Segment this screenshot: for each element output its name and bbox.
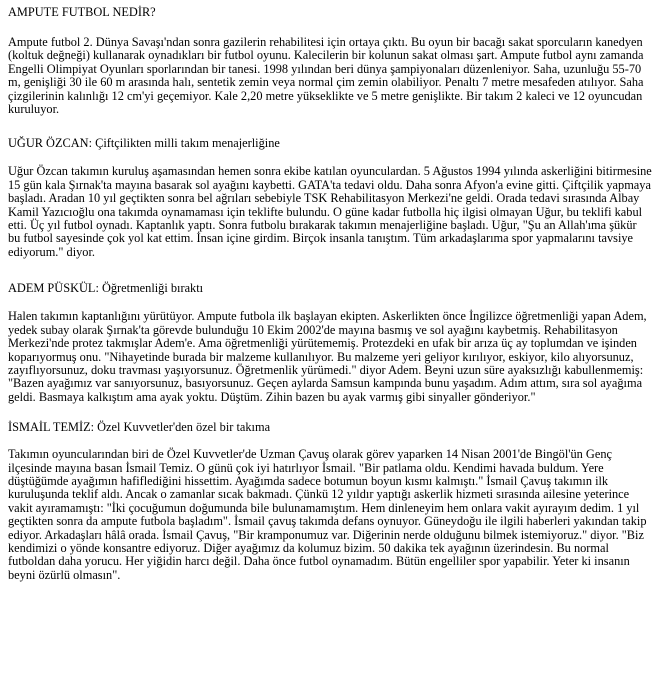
article xyxy=(8,5,652,582)
section-heading-ugur-ozcan: UĞUR ÖZCAN: Çiftçilikten milli takım menajerliğine xyxy=(8,136,280,151)
section-heading-ampute-futbol: AMPUTE FUTBOL NEDİR? xyxy=(8,5,156,19)
section-heading-ismail-temiz: İSMAİL TEMİZ: Özel Kuvvetler'den özel bir takıma xyxy=(8,420,271,435)
section-heading-adem-puskul: ADEM PÜSKÜL: Öğretmenliği bıraktı xyxy=(8,281,204,296)
section-body-ugur-ozcan: Uğur Özcan takımın kuruluş aşamasından hemen sonra ekibe katılan oyunculardan. 5 Ağustos 1994 yılında askerliğini bitirmesine 15 gün kala Şırnak'ta mayına basarak sol ayağını kaybetti. GATA'ta tedavi oldu. Daha sonra Afyon'a evine gitti. Çiftçilik yapmaya başladı. Aradan 10 yıl geçtikten sonra bel ağrıları sebebiyle TSK Rehabilitasyon Merkezi'ne geldi. Orada tedavi sırasında Albay Kamil Yazıcıoğlu ona takımda oynamaması için teklifte bulundu. O güne kadar futbolla hiç ilgisi olmayan Uğur, bu teklifi kabul etti. Üç yıl futbol oynadı. Kaptanlık yaptı. Sonra futbolu bırakarak takımın menajerliğine başladı. Uğur, "Şu an Allah'ıma şükür bu futbol sayesinde çok yol kat ettim. İnsan içine girdim. Birçok insanla tanıştım. Tüm arkadaşlarıma spor yapmalarını tavsiye ediyorum." diyor. xyxy=(8,164,652,259)
section-body-ampute-futbol: Ampute futbol 2. Dünya Savaşı'ndan sonra gazilerin rehabilitesi için ortaya çıktı. Bu oyun bir bacağı sakat sporcuların kanedyen (koltuk değneği) kullanarak oynadıkları bir futbol oyunu. Kalecilerin bir kolunun sakat olması şart. Ampute futbol aynı zamanda Engelli Olimpiyat Oyunları sporlarından bir tanesi. 1998 yılından beri dünya şampiyonaları düzenleniyor. Saha, uzunluğu 55-70 m, genişliği 30 ile 60 m arasında halı, sentetik zemin veya normal çim zemin olabiliyor. Penaltı 7 metre mesafeden atılıyor. Saha çizgilerinin kalınlığı 12 cm'yi geçemiyor. Kale 2,20 metre yükseklikte ve 5 metre genişlikte. Bir takım 2 kaleci ve 12 oyuncudan kuruluyor. xyxy=(8,35,644,117)
section-body-adem-puskul: Halen takımın kaptanlığını yürütüyor. Ampute futbola ilk başlayan ekipten. Askerlikten önce İngilizce öğretmenliği yapan Adem, yedek subay olarak Şırnak'ta görevde bulunduğu 10 Ekim 2002'de mayına basmış ve sol ayağını kaybetmiş. Rehabilitasyon Merkezi'nde protez takmışlar Adem'e. Ama öğretmenliği yürütememiş. Protezdeki en ufak bir arıza üç ay toplumdan ve işinden koparıyormuş onu. "Nihayetinde burada bir malzeme kullanılıyor. Bu malzeme yeri geliyor kırılıyor, eskiyor, kilo alıyorsunuz, zayıflıyorsunuz, doku travması yaşıyorsunuz. Öğretmenlik yürümedi." diyor Adem. Beyni uzun süre ayaksızlığı kabullenmemiş: "Bazen ayağımız var sanıyorsunuz, basıyorsunuz. Geçen aylarda Samsun kampında bunu yaşadım. Adım attım, sıra sol ayağıma geldi. Basmaya kalkıştım ama ayak yoktu. Düştüm. Zihin bazen bu ayak varmış gibi sinyaller gönderiyor." xyxy=(8,309,647,404)
section-body-ismail-temiz: Takımın oyuncularından biri de Özel Kuvvetler'de Uzman Çavuş olarak görev yaparken 14 Nisan 2001'de Bingöl'ün Genç ilçesinde mayına basan İsmail Temiz. O günü çok iyi hatırlıyor İsmail. "Bir patlama oldu. Kendimi havada buldum. Yere düştüğümde ayağımın hafiflediğini hissettim. Ayağımda sadece botumun boyun kısmı kalmıştı." İsmail Çavuş takımın ilk kuruluşunda teklif aldı. Ancak o zamanlar sıcak bakmadı. Çünkü 12 yıldır yaptığı askerlik hizmeti sırasında ailesine yeterince vakit ayıramamıştı: "İki çocuğumun doğumunda bile bulunamamıştım. Hem dinleneyim hem onlara vakit ayırayım dedim. 1 yıl geçtikten sonra da ampute futbola başladım". İsmail çavuş takımda defans oynuyor. Güneydoğu ile ilgili haberleri yakından takip ediyor. Arkadaşları hâlâ orada. İsmail Çavuş, "Bir kramponumuz var. Diğerinin nerde olduğunu bilmek istemiyoruz." diyor. "Biz kendimizi o yönde konsantre ediyoruz. Diğer ayağımız da kolumuz bizim. 50 dakika tek ayağının üzerindesin. Bu normal futboldan daha yorucu. Her yiğidin harcı değil. Daha önce futbol oynamadım. Bütün engelliler spor yapabilir. Yeter ki insanın beyni özürlü olmasın". xyxy=(8,447,647,582)
